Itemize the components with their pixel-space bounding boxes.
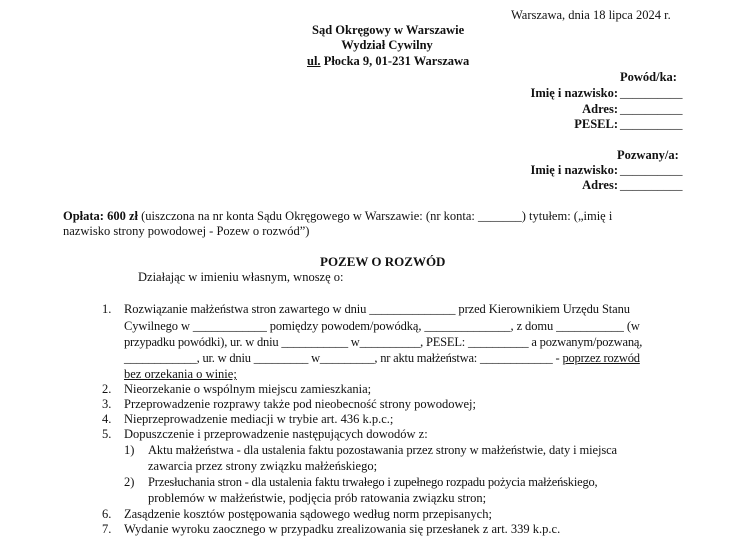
item-5-text: Dopuszczenie i przeprowadzenie następujących dowodów z: [124,427,428,441]
item-1-number: 1. [102,302,112,316]
item-1-line-2: Cywilnego w ____________ pomiędzy powodem/powódką, ______________, z domu ___________ (w [124,319,640,333]
defendant-address-blank: __________ [620,178,683,192]
defendant-address-label: Adres: [582,178,618,192]
item-1-line-3: przypadku powódki), ur. w dniu ___________ w__________, PESEL: __________ a pozwanym/pozwaną, [124,335,643,349]
defendant-name-label: Imię i nazwisko: [530,163,618,177]
item-5-sub-2-line-1: Przesłuchania stron - dla ustalenia faktu trwałego i zupełnego rozpadu pożycia małżeńskiego, [148,475,598,489]
fee-label: Opłata: 600 zł [63,209,138,223]
court-address-rest: Płocka 9, 01-231 Warszawa [320,54,470,68]
item-4-number: 4. [102,412,112,426]
item-7-text: Wydanie wyroku zaocznego w przypadku zrealizowania się przesłanek z art. 339 k.p.c. [124,522,561,536]
item-5-sub-2-number: 2) [124,475,135,489]
item-7-number: 7. [102,522,112,536]
fee-line-2: nazwisko strony powodowej - Pozew o rozwód”) [63,224,310,238]
place-date: Warszawa, dnia 18 lipca 2024 r. [511,8,671,22]
plaintiff-address-blank: __________ [620,102,683,116]
item-5-number: 5. [102,427,112,441]
plaintiff-name-label: Imię i nazwisko: [530,86,618,100]
item-1-divorce-clause: poprzez rozwód [562,351,640,365]
item-1-line-4-text: ____________, ur. w dniu _________ w_________, nr aktu małżeństwa: ____________ - [124,351,563,365]
document-title: POZEW O ROZWÓD [320,254,446,269]
court-name: Sąd Okręgowy w Warszawie [312,23,465,37]
plaintiff-pesel-blank: __________ [620,117,683,131]
court-division: Wydział Cywilny [341,38,433,52]
item-5-sub-1-line-2: zawarcia przez strony związku małżeńskiego; [148,459,378,473]
plaintiff-title: Powód/ka: [620,70,677,84]
fee-description: (uiszczona na nr konta Sądu Okręgowego w Warszawie: (nr konta: _______) tytułem: („imię i [138,209,613,223]
intro-text: Działając w imieniu własnym, wnoszę o: [138,270,344,284]
item-1-line-1: Rozwiązanie małżeństwa stron zawartego w dniu ______________ przed Kierownikiem Urzędu Stanu [124,302,630,316]
item-2-number: 2. [102,382,112,396]
defendant-name-blank: __________ [620,163,683,177]
fee-line-1 [63,209,612,224]
plaintiff-address-label: Adres: [582,102,618,116]
item-1-no-fault-clause: bez orzekania o winie; [124,367,237,381]
item-5-sub-2-line-2: problemów w małżeństwie, podjęcia prób ratowania związku stron; [148,491,487,505]
court-address-prefix: ul. [307,54,321,68]
defendant-title: Pozwany/a: [617,148,679,162]
item-2-text: Nieorzekanie o wspólnym miejscu zamieszkania; [124,382,372,396]
item-5-sub-1-number: 1) [124,443,135,457]
item-4-text: Nieprzeprowadzenie mediacji w trybie art. 436 k.p.c.; [124,412,394,426]
item-5-sub-1-line-1: Aktu małżeństwa - dla ustalenia faktu pozostawania przez strony w małżeństwie, daty i miejsca [148,443,618,457]
item-6-text: Zasądzenie kosztów postępowania sądowego według norm przepisanych; [124,507,492,521]
plaintiff-name-blank: __________ [620,86,683,100]
item-3-number: 3. [102,397,112,411]
item-1-line-4 [124,351,640,366]
court-address [307,54,469,69]
item-6-number: 6. [102,507,112,521]
plaintiff-pesel-label: PESEL: [574,117,618,131]
item-3-text: Przeprowadzenie rozprawy także pod nieobecność strony powodowej; [124,397,476,411]
